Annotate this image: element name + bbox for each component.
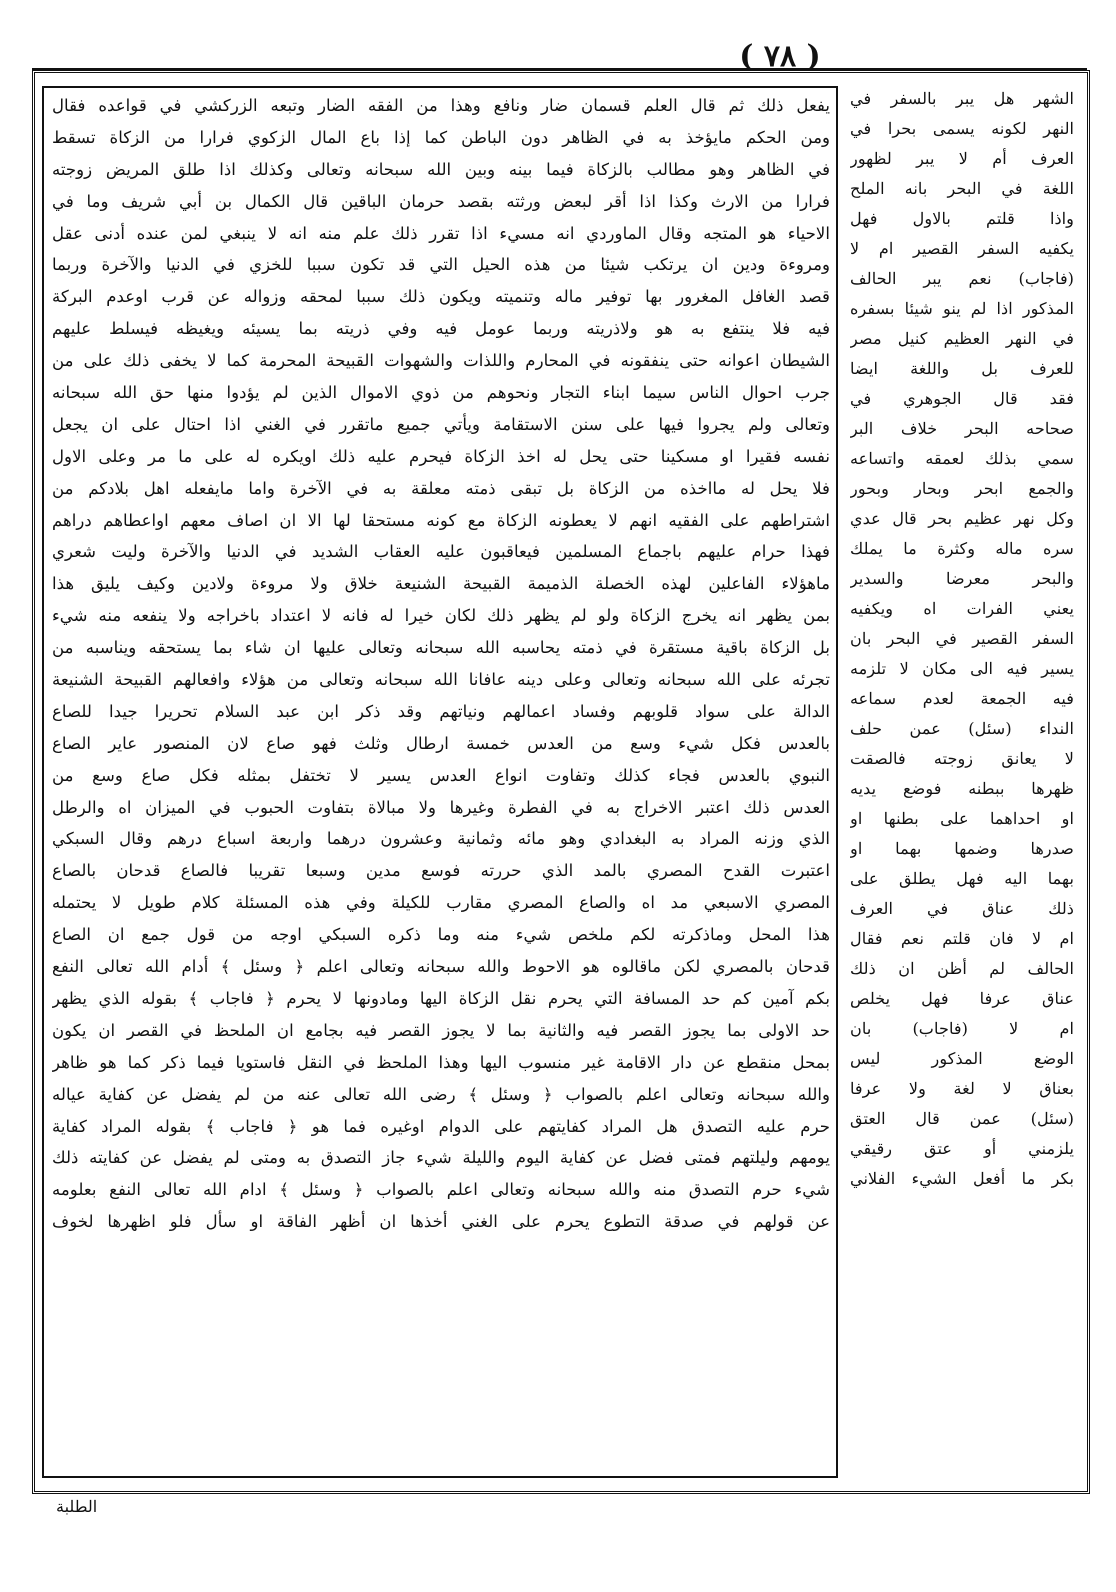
margin-text-line: وكل نهر عظيم بحر قال عدي xyxy=(850,509,1074,528)
main-text-line: حد الاولى بما يجوز القصر فيه والثانية بما لا يجوز القصر فيه بجامع ان الملحظ في القصر ان يكون xyxy=(52,1020,830,1040)
main-text-line: يفعل ذلك ثم قال العلم قسمان ضار ونافع وهذا من الفقه الضار وتبعه الزركشي في قواعده فقال xyxy=(52,96,830,115)
margin-text-line: النهر لكونه يسمى بحرا في xyxy=(850,119,1074,138)
margin-text-line: والجمع ابحر وبحار وبحور xyxy=(850,479,1074,498)
main-text-line: بمن يظهر انه يخرج الزكاة ولو لم يظهر ذلك لكان خيرا له فانه لا اعتداد باخراجه ولا ينفعه منه شيء xyxy=(52,606,830,626)
main-text-line: الاحياء هو المتجه وقال الماوردي انه مسيء اذا تقرر ذلك علم منه انه لا ينبغي لمن عنده أدنى عقل xyxy=(52,223,830,243)
margin-text-line: يلزمني أو عتق رقيقي xyxy=(850,1139,1074,1158)
margin-text-line: لا يعانق زوجته فالصقت xyxy=(850,749,1074,768)
main-text-line: فلا يحل له مااخذه من الزكاة بل تبقى ذمته معلقة به في الآخرة واما مايفعله اهل بلادكم من xyxy=(52,478,830,498)
main-text-line: بمحل منقطع عن دار الاقامة غير منسوب اليها وهذا الملحظ في النقل فاستويا فيما ذكر كما هو ظاهر xyxy=(52,1052,830,1072)
main-text-line: تجرئه على الله سبحانه وتعالى وعلى دينه عافانا الله سبحانه وتعالى من هؤلاء وافعالهم القبيحة الشنيعة xyxy=(52,670,830,690)
margin-text-line: والبحر معرضا والسدير xyxy=(850,569,1074,588)
main-text-line: فرارا من الارث وكذا اذا أقر لبعض ورثته بقصد حرمان الباقين قال الكمال بن أبي شريف وما في xyxy=(52,191,830,211)
margin-text-line: الحالف لم أظن ان ذلك xyxy=(850,959,1074,978)
main-text-line: شيء حرم التصدق منه والله سبحانه وتعالى اعلم بالصواب ﴿ وسئل ﴾ ادام الله تعالى النفع بعلومه xyxy=(52,1180,830,1200)
main-text-line: عن قولهم في صدقة التطوع يحرم على الغني أخذها ان أظهر الفاقة او سأل فلو اظهرها لخوف xyxy=(52,1212,830,1232)
margin-text-line: ام لا (فاجاب) بان xyxy=(850,1019,1074,1038)
main-text-line: ماهؤلاء الفاعلين لهذه الخصلة الذميمة القبيحة الشنيعة خلاق ولا مروءة ولادين وكيف يليق هذا xyxy=(52,574,830,594)
margin-text-line: واذا قلتم بالاول فهل xyxy=(850,209,1074,228)
main-text-line: المصري الاسبعي مد اه والصاع المصري مقارب للكيلة وفي هذه المسئلة كلام طويل لا يحتمله xyxy=(52,893,830,913)
main-text-line: النبوي بالعدس فجاء كذلك وتفاوت انواع العدس يسير لا تختفل بمثله فكل صاع وسع من xyxy=(52,765,830,785)
main-text-line: اشتراطهم على الفقيه انهم لا يعطونه الزكاة مع كونه مستحقا لها الا ان اصاف معهم اواعطاهم دراهم xyxy=(52,510,830,530)
main-text-line: فهذا حرام عليهم باجماع المسلمين فيعاقبون عليه العقاب الشديد في الدنيا والآخرة وليت شعري xyxy=(52,542,830,562)
margin-text-line: في النهر العظيم كنيل مصر xyxy=(850,329,1074,348)
margin-text-line: او احداهما على بطنها او xyxy=(850,809,1074,828)
margin-text-line: اللغة في البحر بانه الملح xyxy=(850,179,1074,198)
margin-text-line: العرف أم لا يبر لظهور xyxy=(850,149,1074,168)
margin-text-line: المذكور اذا لم ينو شيئا بسفره xyxy=(850,299,1074,318)
main-text-line: فيه فلا ينتفع به هو ولاذريته وربما عومل فيه وفي ذريته بما يسيئه ويغيظه فيسلط عليهم xyxy=(52,319,830,339)
margin-text-line: بكر ما أفعل الشيء الفلاني xyxy=(850,1169,1074,1188)
main-text-line: قصد الغافل المغرور بها توفير ماله وتنميته ويكون ذلك سببا لمحقه وزواله عن قرب اوعدم البركة xyxy=(52,287,830,307)
margin-text-line: (سئل) عمن قال العتق xyxy=(850,1109,1074,1128)
margin-text-line: ام لا فان قلتم نعم فقال xyxy=(850,929,1074,948)
main-text-line: يومهم وليلتهم فمتى فضل عن كفاية اليوم والليلة شيء جاز التصدق به ومتى لم يفضل عن كفايته ذلك xyxy=(52,1148,830,1168)
margin-text-line: عناق عرفا فهل يخلص xyxy=(850,989,1074,1008)
margin-text-line: يكفيه السفر القصير ام لا xyxy=(850,239,1074,258)
main-text-line: والله سبحانه وتعالى اعلم بالصواب ﴿ وسئل ﴾ رضى الله تعالى عنه من لم يفضل عن كفاية عياله xyxy=(52,1084,830,1104)
margin-text-line: سره ماله وكثرة ما يملك xyxy=(850,539,1074,558)
margin-text-line: يسير فيه الى مكان لا تلزمه xyxy=(850,659,1074,678)
main-text-line: الشيطان اعوانه حتى ينفقونه في المحارم واللذات والشهوات القبيحة المحرمة كما لا يخفى ذلك على من xyxy=(52,351,830,371)
margin-text-line: الشهر هل يبر بالسفر في xyxy=(850,89,1074,108)
main-text-line: حرم عليه التصدق هل المراد كفايتهم على الدوام اوغيره فما هو ﴿ فاجاب ﴾ بقوله المراد كفاية xyxy=(52,1116,830,1136)
main-text-line: جرب احوال الناس سيما ابناء التجار ونحوهم من ذوي الاموال الذين لم يؤدوا منها حق الله سبحانه xyxy=(52,383,830,403)
main-text-line: العدس ذلك اعتبر الاخراج به في الفطرة وغيرها ولا مبالاة بتفاوت الحبوب في الميزان اه والرطل xyxy=(52,797,830,817)
margin-text-line: بعناق لا لغة ولا عرفا xyxy=(850,1079,1074,1098)
main-text-line: هذا المحل وماذكرته لكم ملخص شيء منه وما ذكره السبكي اوجه من قول جمع ان الصاع xyxy=(52,925,830,945)
main-text-column xyxy=(52,90,830,1475)
main-text-line: ومروءة ودين ان يرتكب شيئا من هذه الحيل التي قد تكون سببا للخزي في الدنيا والآخرة وربما xyxy=(52,255,830,275)
margin-text-line: ذلك عناق في العرف xyxy=(850,899,1074,918)
margin-text-line: ظهرها ببطنه فوضع يديه xyxy=(850,779,1074,798)
margin-text-line: صحاحه البحر خلاف البر xyxy=(850,419,1074,438)
margin-text-line: فيه الجمعة لعدم سماعه xyxy=(850,689,1074,708)
main-text-line: بل الزكاة باقية مستقرة في ذمته يحاسبه الله سبحانه وتعالى عليها ان شاء بما يستحقه ويناسبه من xyxy=(52,638,830,658)
margin-text-line: فقد قال الجوهري في xyxy=(850,389,1074,408)
main-text-line: بكم آمين كم حد المسافة التي يحرم نقل الزكاة اليها ومادونها لا يحرم ﴿ فاجاب ﴾ بقوله الذي يظهر xyxy=(52,988,830,1008)
margin-text-line: صدرها وضمها بهما او xyxy=(850,839,1074,858)
margin-text-line: (فاجاب) نعم يبر الحالف xyxy=(850,269,1074,288)
main-text-line: نفسه فقيرا او مسكينا حتى يحل له اخذ الزكاة فيحرم عليه ذلك اويكره له على ما مر وعلى الاول xyxy=(52,446,830,466)
margin-text-line: للعرف بل واللغة ايضا xyxy=(850,359,1074,378)
main-text-line: الدالة على سواد قلوبهم وفساد اعمالهم ونياتهم وقد ذكر ابن عبد السلام تحريرا جيدا للصاع xyxy=(52,701,830,721)
main-text-line: وتعالى ولم يجروا فيها على سنن الاستقامة ويأتي جميع ماتقرر في الغني اذا احتال على ان يجعل xyxy=(52,414,830,434)
main-text-line: قدحان بالمصري لكن ماقالوه هو الاحوط والله سبحانه وتعالى اعلم ﴿ وسئل ﴾ أدام الله تعالى النفع xyxy=(52,957,830,977)
margin-text-line: الوضع المذكور ليس xyxy=(850,1049,1074,1068)
margin-text-line: بهما اليه فهل يطلق على xyxy=(850,869,1074,888)
margin-text-line: السفر القصير في البحر بان xyxy=(850,629,1074,648)
main-text-line: في الظاهر وهو مطالب بالزكاة فيما بينه وبين الله سبحانه وتعالى وكذلك اذا طلق المريض زوجته xyxy=(52,159,830,179)
margin-text-line: النداء (سئل) عمن حلف xyxy=(850,719,1074,738)
margin-text-line: سمي بذلك لعمقه واتساعه xyxy=(850,449,1074,468)
main-text-line: بالعدس فكل شيء وسع من العدس خمسة ارطال وثلث فهو صاع لان المنصور عاير الصاع xyxy=(52,733,830,753)
margin-commentary-column xyxy=(850,84,1074,1469)
main-text-line: اعتبرت القدح المصري بالمد الذي حررته فوسع مدين وسبعا تقريبا فالصاع قدحان بالصاع xyxy=(52,861,830,881)
catchword: الطلبة xyxy=(56,1497,98,1516)
page-number: ( ٧٨ ) xyxy=(739,39,821,74)
main-text-line: الذي وزنه المراد به البغدادي وهو مائه وثمانية وعشرون درهما واربعة اسباع درهم وقال السبكي xyxy=(52,829,830,849)
main-text-line: ومن الحكم مايؤخذ به في الظاهر دون الباطن كما إذا باع المال الزكوي فرارا من الزكاة تسقط xyxy=(52,127,830,147)
margin-text-line: يعني الفرات اه ويكفيه xyxy=(850,599,1074,618)
